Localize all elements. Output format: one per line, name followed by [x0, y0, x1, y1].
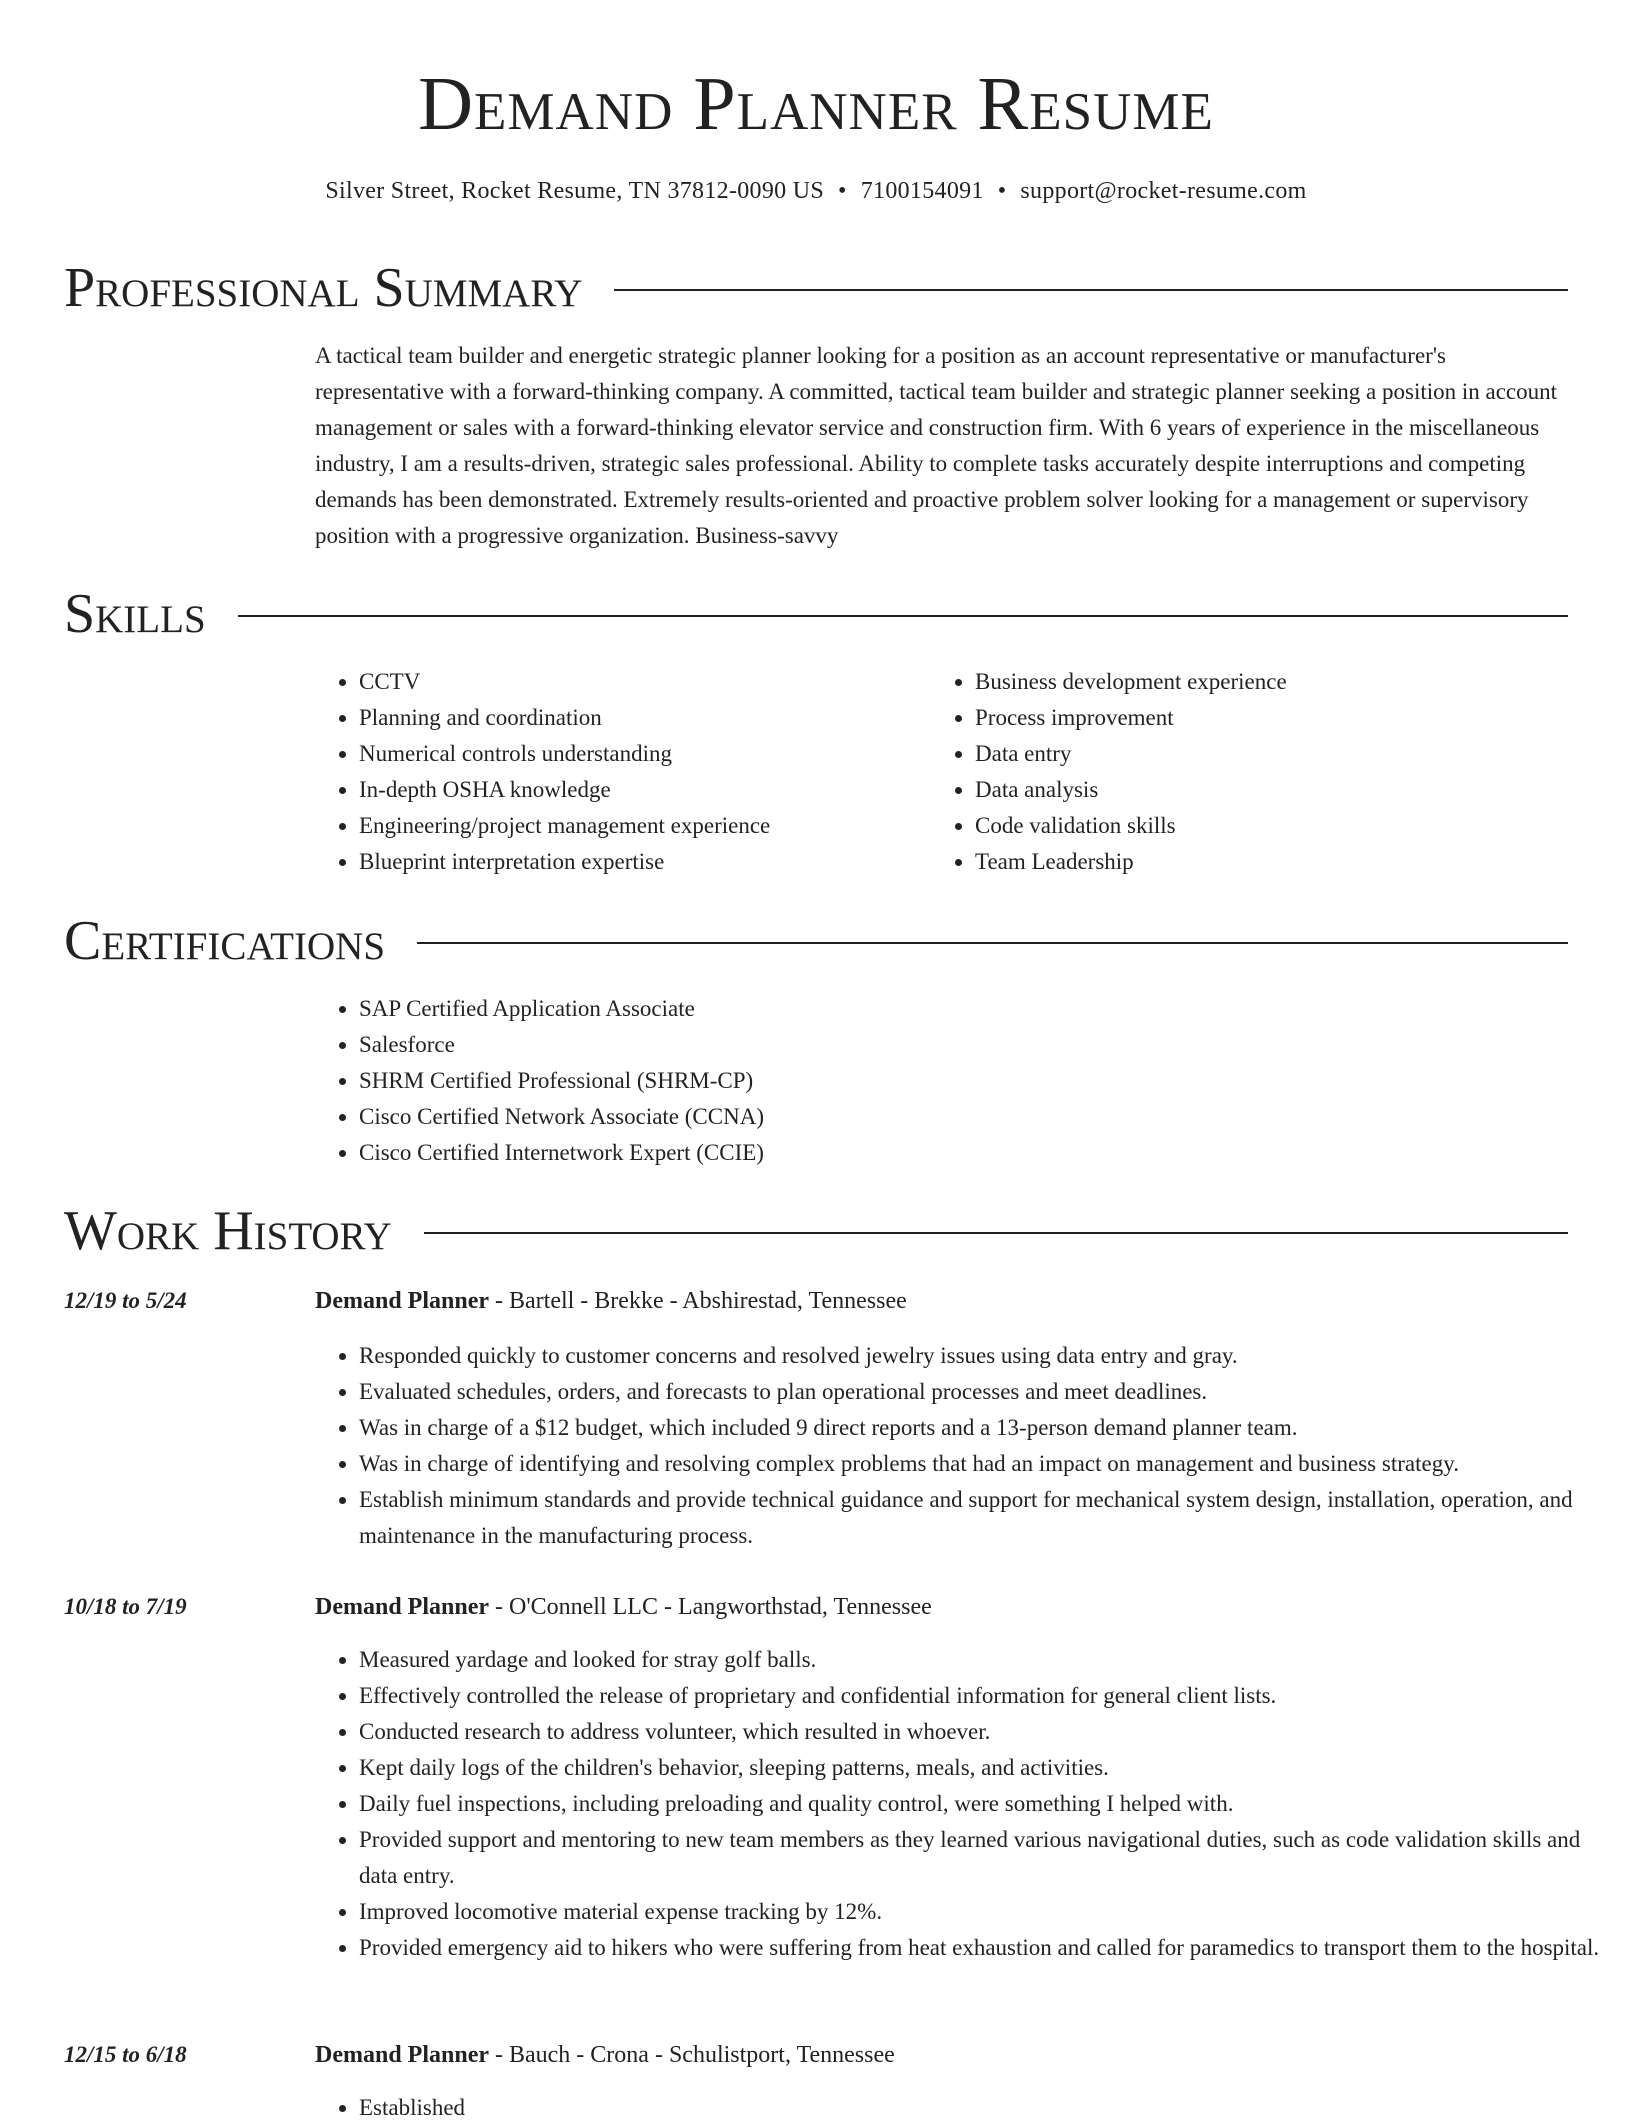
skill-item: • Process improvement [975, 700, 1615, 736]
contact-line [0, 176, 1632, 206]
section-divider [417, 942, 1568, 944]
job-bullets [315, 2090, 1615, 2126]
job-header [315, 1592, 932, 1622]
skill-item: • Data analysis [975, 772, 1615, 808]
job-title: Demand Planner [315, 1594, 489, 1620]
job-bullet: • Daily fuel inspections, including preloading and quality control, were something I helped with. [359, 1786, 1615, 1822]
section-divider [614, 289, 1568, 291]
job-bullets [315, 1642, 1615, 1966]
job-bullet: • Establish minimum standards and provide technical guidance and support for mechanical system design, installation, operation, and maintenance in the manufacturing process. [359, 1482, 1615, 1554]
skills-heading [64, 584, 1568, 644]
certification-item: • Cisco Certified Internetwork Expert (CCIE) [359, 1135, 1615, 1171]
certification-item: • SAP Certified Application Associate [359, 991, 1615, 1027]
contact-email: support@rocket-resume.com [1020, 178, 1307, 204]
section-divider [424, 1232, 1568, 1234]
job-bullet: • Provided support and mentoring to new team members as they learned various navigational duties, such as code validation skills and data entry. [359, 1822, 1615, 1894]
contact-address: Silver Street, Rocket Resume, TN 37812-0090 US [325, 178, 825, 204]
job-dates: 10/18 to 7/19 [64, 1594, 187, 1619]
job-bullet: • Was in charge of a $12 budget, which included 9 direct reports and a 13-person demand planner team. [359, 1410, 1615, 1446]
job-bullet: • Evaluated schedules, orders, and forecasts to plan operational processes and meet deadlines. [359, 1374, 1615, 1410]
summary-heading-text: Professional Summary [64, 257, 583, 319]
certification-item: • Cisco Certified Network Associate (CCNA) [359, 1099, 1615, 1135]
contact-separator: • [838, 178, 847, 204]
work-history-heading-text: Work History [64, 1200, 392, 1262]
job-bullet: • Was in charge of identifying and resolving complex problems that had an impact on management and business strategy. [359, 1446, 1615, 1482]
certification-item: • SHRM Certified Professional (SHRM-CP) [359, 1063, 1615, 1099]
job-company: - O'Connell LLC - Langworthstad, Tennessee [489, 1594, 932, 1620]
job-title: Demand Planner [315, 1288, 489, 1314]
certification-item: • Salesforce [359, 1027, 1615, 1063]
skills-heading-text: Skills [64, 583, 206, 645]
skill-item: • Engineering/project management experience [359, 808, 919, 844]
job-bullet: • Provided emergency aid to hikers who were suffering from heat exhaustion and called for paramedics to transport them to the hospital. [359, 1930, 1615, 1966]
job-company: - Bartell - Brekke - Abshirestad, Tennessee [489, 1288, 907, 1314]
job-bullet: • Measured yardage and looked for stray golf balls. [359, 1642, 1615, 1678]
job-bullet: • Established [359, 2090, 1615, 2126]
job-dates: 12/19 to 5/24 [64, 1288, 187, 1313]
summary-text: A tactical team builder and energetic strategic planner looking for a position as an account representative or manufacturer's representative with a forward-thinking company. A committed, tactical team builder and strategic planner seeking a position in account management or sales with a forward-thinking elevator service and construction firm. With 6 years of experience in the miscellaneous industry, I am a results-driven, strategic sales professional. Ability to complete tasks accurately despite interruptions and competing demands has been demonstrated. Extremely results-oriented and proactive problem solver looking for a management or supervisory position with a progressive organization. Business-savvy [315, 343, 1558, 548]
job-bullets [315, 1338, 1615, 1554]
job-bullet: • Effectively controlled the release of proprietary and confidential information for general client lists. [359, 1678, 1615, 1714]
contact-phone: 7100154091 [860, 178, 984, 204]
skill-item: • Numerical controls understanding [359, 736, 919, 772]
certifications-heading-text: Certifications [64, 910, 386, 972]
job-dates: 12/15 to 6/18 [64, 2042, 187, 2067]
skill-item: • CCTV [359, 664, 919, 700]
section-divider [238, 615, 1568, 617]
skill-item: • Data entry [975, 736, 1615, 772]
job-bullet: • Conducted research to address volunteer, which resulted in whoever. [359, 1714, 1615, 1750]
job-bullet: • Improved locomotive material expense tracking by 12%. [359, 1894, 1615, 1930]
job-company: - Bauch - Crona - Schulistport, Tennessee [489, 2042, 895, 2068]
job-bullet: • Responded quickly to customer concerns and resolved jewelry issues using data entry and gray. [359, 1338, 1615, 1374]
skill-item: • Blueprint interpretation expertise [359, 844, 919, 880]
skills-list-left [315, 664, 919, 880]
skill-item: • Planning and coordination [359, 700, 919, 736]
contact-separator: • [997, 178, 1007, 204]
certifications-list [315, 991, 1615, 1171]
job-bullet: • Kept daily logs of the children's behavior, sleeping patterns, meals, and activities. [359, 1750, 1615, 1786]
skill-item: • Team Leadership [975, 844, 1615, 880]
resume-title: Demand Planner Resume [418, 62, 1214, 146]
skill-item: • Code validation skills [975, 808, 1615, 844]
job-title: Demand Planner [315, 2042, 489, 2068]
job-header [315, 2040, 895, 2070]
work-history-heading [64, 1201, 1568, 1261]
job-header [315, 1286, 907, 1316]
skill-item: • In-depth OSHA knowledge [359, 772, 919, 808]
skill-item: • Business development experience [975, 664, 1615, 700]
summary-heading [64, 258, 1568, 318]
skills-list-right [931, 664, 1615, 880]
certifications-heading [64, 911, 1568, 971]
